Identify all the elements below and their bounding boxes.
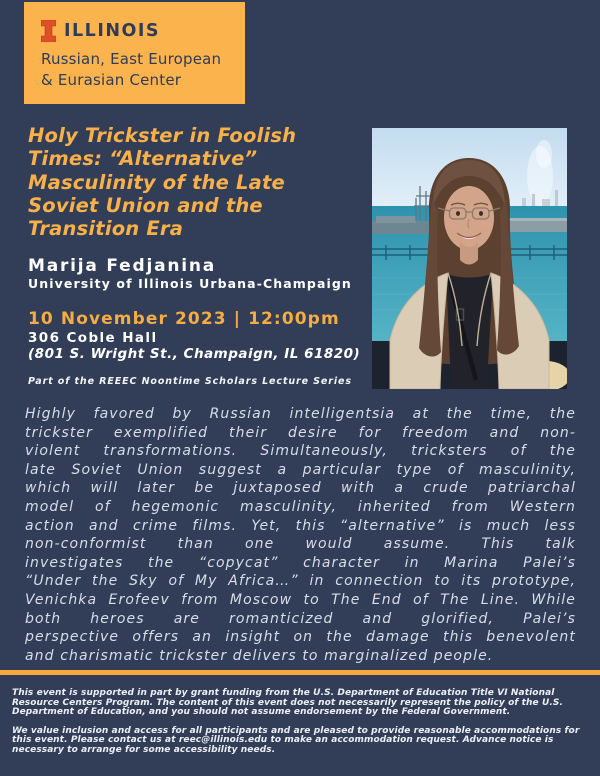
university-wordmark — [41, 20, 245, 42]
abstract-line: Venichka Erofeev from Moscow to The End of The Line. While — [25, 591, 576, 608]
gold-divider-line — [0, 670, 600, 675]
series-note: Part of the REEEC Noontime Scholars Lecture Series — [28, 376, 352, 387]
abstract-line: late Soviet Union suggest a particular type of masculinity, — [25, 461, 576, 478]
abstract-line: and charismatic trickster delivers to marginalized people. — [25, 647, 494, 664]
abstract-line: violent transformations. Simultaneously, tricksters of the — [25, 443, 576, 460]
event-title — [28, 124, 373, 240]
event-datetime: 10 November 2023 | 12:00pm — [28, 309, 340, 329]
event-title-line: Times: “Alternative” — [28, 147, 258, 171]
footer — [12, 689, 586, 756]
abstract-line: trickster exemplified their desire for freedom and non- — [25, 424, 576, 441]
speaker-photo — [372, 128, 567, 389]
event-title-line: Soviet Union and the — [28, 193, 263, 217]
event-title-line: Masculinity of the Late — [28, 170, 285, 194]
center-name — [41, 49, 245, 90]
speaker-affiliation: University of Illinois Urbana-Champaign — [28, 276, 352, 291]
event-title-line: Holy Trickster in Foolish — [28, 124, 297, 147]
abstract-line: perspective offers an insight on the damage this benevolent — [25, 629, 576, 646]
speaker-name: Marija Fedjanina — [28, 256, 217, 276]
abstract-line: “Under the Sky of My Africa…” in connection to its prototype, — [25, 573, 576, 590]
abstract-line: action and crime films. Yet, this “alternative” is much less — [25, 517, 576, 534]
university-logo-box — [24, 2, 245, 104]
speaker-portrait-illustration — [372, 128, 567, 389]
abstract-line: Highly favored by Russian intelligentsia at the time, the — [25, 406, 576, 422]
block-i-icon — [41, 20, 56, 42]
abstract-line: which will later be juxtaposed with a crude patriarchal — [25, 480, 576, 497]
abstract-line: model of hegemonic masculinity, inherited from Western — [25, 498, 576, 515]
event-title-line: Transition Era — [28, 217, 184, 241]
accessibility-statement: We value inclusion and access for all participants and are pleased to provide reasonable accommodations for this event. Please contact us at reec@illinois.edu to make an accommodation request. Advance notice is necessary to arrange for some accessibility needs. — [12, 725, 580, 755]
center-name-line1: Russian, East European — [41, 50, 222, 68]
abstract-line: both heroes are romanticized and glorified, Palei’s — [25, 610, 576, 627]
brand-name: ILLINOIS — [64, 21, 160, 41]
event-location: 306 Coble Hall — [28, 330, 158, 346]
center-name-line2: & Eurasian Center — [41, 70, 182, 89]
abstract-paragraph — [25, 405, 576, 665]
abstract-line: non-conformist than one would assume. This talk — [25, 536, 576, 553]
abstract-line: investigates the “copycat” character in Marina Palei’s — [25, 554, 576, 571]
funding-disclaimer: This event is supported in part by grant funding from the U.S. Department of Education Title VI National Resource Centers Program. The content of this event does not necessarily represent the policy of the U.S. Department of Education, and you should not assume endorsement by the Federal Government. — [12, 688, 564, 718]
event-address: (801 S. Wright St., Champaign, IL 61820) — [28, 346, 361, 362]
